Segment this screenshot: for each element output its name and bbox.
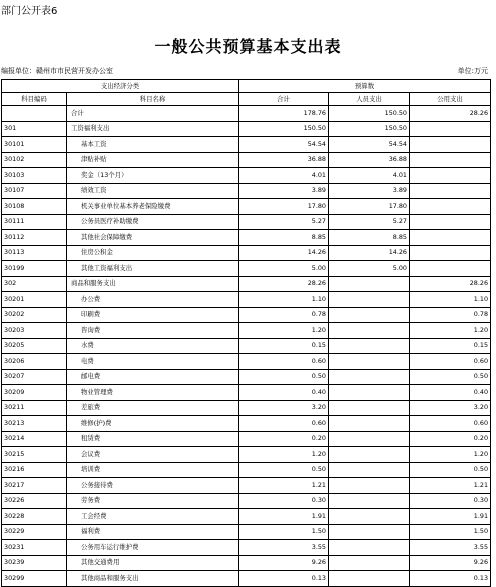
currency-unit: 单位:万元 — [457, 67, 488, 75]
row-code: 30206 — [2, 354, 67, 370]
row-code: 30216 — [2, 462, 67, 478]
table-row — [2, 121, 491, 137]
row-personnel: 14.26 — [329, 245, 410, 261]
row-name: 咨询费 — [67, 323, 239, 339]
row-public: 1.21 — [410, 478, 491, 494]
row-personnel — [329, 524, 410, 540]
row-total: 5.00 — [239, 261, 329, 277]
header-total: 合计 — [239, 93, 329, 106]
table-row — [2, 462, 491, 478]
table-row — [2, 261, 491, 277]
row-name: 维修(护)费 — [67, 416, 239, 432]
row-total: 150.50 — [239, 121, 329, 137]
row-public: 28.26 — [410, 276, 491, 292]
row-public: 3.55 — [410, 540, 491, 556]
row-code: 30103 — [2, 168, 67, 184]
row-personnel: 3.89 — [329, 183, 410, 199]
row-name: 合计 — [67, 106, 239, 122]
row-code: 30113 — [2, 245, 67, 261]
table-row — [2, 230, 491, 246]
row-total: 1.10 — [239, 292, 329, 308]
table-row — [2, 493, 491, 509]
row-personnel — [329, 493, 410, 509]
row-public: 1.50 — [410, 524, 491, 540]
row-total: 0.20 — [239, 431, 329, 447]
row-public — [410, 183, 491, 199]
row-name: 机关事业单位基本养老保险缴费 — [67, 199, 239, 215]
row-public: 0.30 — [410, 493, 491, 509]
table-row — [2, 369, 491, 385]
row-personnel: 8.85 — [329, 230, 410, 246]
row-name: 公务接待费 — [67, 478, 239, 494]
row-total: 0.60 — [239, 354, 329, 370]
row-public: 3.20 — [410, 400, 491, 416]
row-public: 9.26 — [410, 555, 491, 571]
row-personnel — [329, 354, 410, 370]
row-total: 9.26 — [239, 555, 329, 571]
budget-table — [1, 79, 491, 587]
row-name: 劳务费 — [67, 493, 239, 509]
row-code: 30107 — [2, 183, 67, 199]
row-name: 住房公积金 — [67, 245, 239, 261]
document-id: 部门公开表6 — [1, 6, 58, 17]
row-name: 电费 — [67, 354, 239, 370]
row-public: 0.60 — [410, 416, 491, 432]
row-personnel — [329, 323, 410, 339]
row-total: 0.50 — [239, 462, 329, 478]
header-code: 科目编码 — [2, 93, 67, 106]
row-personnel: 17.80 — [329, 199, 410, 215]
row-personnel — [329, 369, 410, 385]
row-code: 30239 — [2, 555, 67, 571]
row-code: 30226 — [2, 493, 67, 509]
row-public — [410, 121, 491, 137]
row-total: 4.01 — [239, 168, 329, 184]
row-public — [410, 214, 491, 230]
row-code: 302 — [2, 276, 67, 292]
header-budget-amount: 预算数 — [239, 80, 491, 93]
row-total: 8.85 — [239, 230, 329, 246]
row-personnel — [329, 416, 410, 432]
table-row — [2, 478, 491, 494]
row-code: 30111 — [2, 214, 67, 230]
row-public — [410, 245, 491, 261]
row-total: 54.54 — [239, 137, 329, 153]
row-name: 津贴补贴 — [67, 152, 239, 168]
row-total: 0.78 — [239, 307, 329, 323]
row-total: 28.26 — [239, 276, 329, 292]
row-total: 3.20 — [239, 400, 329, 416]
row-name: 工资福利支出 — [67, 121, 239, 137]
row-public — [410, 152, 491, 168]
row-name: 福利费 — [67, 524, 239, 540]
table-row — [2, 106, 491, 122]
row-name: 水费 — [67, 338, 239, 354]
row-code: 30231 — [2, 540, 67, 556]
table-row — [2, 199, 491, 215]
row-code: 30112 — [2, 230, 67, 246]
row-code: 30299 — [2, 571, 67, 587]
row-code: 30213 — [2, 416, 67, 432]
row-personnel: 5.00 — [329, 261, 410, 277]
row-code: 30202 — [2, 307, 67, 323]
row-name: 工会经费 — [67, 509, 239, 525]
table-row — [2, 524, 491, 540]
table-row — [2, 555, 491, 571]
row-name: 其他交通费用 — [67, 555, 239, 571]
row-total: 17.80 — [239, 199, 329, 215]
row-personnel — [329, 292, 410, 308]
row-public: 1.10 — [410, 292, 491, 308]
row-code: 30108 — [2, 199, 67, 215]
row-public — [410, 137, 491, 153]
row-name: 基本工资 — [67, 137, 239, 153]
row-personnel: 150.50 — [329, 106, 410, 122]
table-row — [2, 183, 491, 199]
row-personnel: 54.54 — [329, 137, 410, 153]
table-row — [2, 385, 491, 401]
row-total: 1.20 — [239, 323, 329, 339]
table-row — [2, 431, 491, 447]
row-public: 0.60 — [410, 354, 491, 370]
header-public: 公用支出 — [410, 93, 491, 106]
row-code: 30101 — [2, 137, 67, 153]
reporting-unit: 编报单位：赣州市市民营开发办公室 — [1, 67, 113, 75]
row-public: 0.50 — [410, 369, 491, 385]
page-title: 一般公共预算基本支出表 — [154, 37, 342, 56]
row-name: 其他商品和服务支出 — [67, 571, 239, 587]
row-total: 0.60 — [239, 416, 329, 432]
row-public: 0.13 — [410, 571, 491, 587]
table-row — [2, 354, 491, 370]
table-row — [2, 338, 491, 354]
row-code: 30199 — [2, 261, 67, 277]
row-public: 1.20 — [410, 323, 491, 339]
row-public: 0.15 — [410, 338, 491, 354]
row-public — [410, 168, 491, 184]
row-total: 0.15 — [239, 338, 329, 354]
row-total: 1.91 — [239, 509, 329, 525]
table-row — [2, 152, 491, 168]
row-code — [2, 106, 67, 122]
row-total: 178.76 — [239, 106, 329, 122]
row-personnel: 4.01 — [329, 168, 410, 184]
table-row — [2, 292, 491, 308]
table-row — [2, 509, 491, 525]
row-personnel — [329, 400, 410, 416]
row-name: 邮电费 — [67, 369, 239, 385]
row-personnel — [329, 509, 410, 525]
row-name: 公务员医疗补助缴费 — [67, 214, 239, 230]
row-total: 1.50 — [239, 524, 329, 540]
row-name: 差旅费 — [67, 400, 239, 416]
row-public — [410, 230, 491, 246]
table-row — [2, 168, 491, 184]
row-name: 租赁费 — [67, 431, 239, 447]
row-personnel — [329, 462, 410, 478]
row-personnel — [329, 540, 410, 556]
row-code: 30207 — [2, 369, 67, 385]
table-row — [2, 137, 491, 153]
row-total: 14.26 — [239, 245, 329, 261]
row-public: 0.20 — [410, 431, 491, 447]
row-name: 其他社会保障缴费 — [67, 230, 239, 246]
row-personnel — [329, 338, 410, 354]
row-total: 36.88 — [239, 152, 329, 168]
row-personnel — [329, 447, 410, 463]
row-name: 绩效工资 — [67, 183, 239, 199]
table-row — [2, 447, 491, 463]
table-row — [2, 400, 491, 416]
row-name: 其他工资福利支出 — [67, 261, 239, 277]
row-public: 1.91 — [410, 509, 491, 525]
row-public: 0.40 — [410, 385, 491, 401]
row-name: 奖金（13个月） — [67, 168, 239, 184]
row-name: 培训费 — [67, 462, 239, 478]
header-name: 科目名称 — [67, 93, 239, 106]
row-public: 28.26 — [410, 106, 491, 122]
row-personnel: 150.50 — [329, 121, 410, 137]
row-total: 3.55 — [239, 540, 329, 556]
row-total: 1.21 — [239, 478, 329, 494]
row-public — [410, 199, 491, 215]
row-code: 30211 — [2, 400, 67, 416]
table-row — [2, 571, 491, 587]
row-total: 0.30 — [239, 493, 329, 509]
row-personnel: 36.88 — [329, 152, 410, 168]
row-name: 会议费 — [67, 447, 239, 463]
row-total: 3.89 — [239, 183, 329, 199]
row-public: 1.20 — [410, 447, 491, 463]
row-code: 30217 — [2, 478, 67, 494]
header-personnel: 人员支出 — [329, 93, 410, 106]
row-code: 30201 — [2, 292, 67, 308]
row-total: 1.20 — [239, 447, 329, 463]
row-name: 公务用车运行维护费 — [67, 540, 239, 556]
row-total: 0.13 — [239, 571, 329, 587]
row-personnel — [329, 307, 410, 323]
row-public: 0.50 — [410, 462, 491, 478]
row-code: 301 — [2, 121, 67, 137]
table-row — [2, 276, 491, 292]
table-row — [2, 540, 491, 556]
row-personnel — [329, 555, 410, 571]
table-row — [2, 323, 491, 339]
row-personnel — [329, 276, 410, 292]
table-row — [2, 214, 491, 230]
row-name: 物业管理费 — [67, 385, 239, 401]
row-total: 0.40 — [239, 385, 329, 401]
row-code: 30228 — [2, 509, 67, 525]
row-code: 30214 — [2, 431, 67, 447]
row-code: 30209 — [2, 385, 67, 401]
row-personnel — [329, 571, 410, 587]
table-row — [2, 307, 491, 323]
header-economic-class: 支出经济分类 — [2, 80, 239, 93]
row-name: 印刷费 — [67, 307, 239, 323]
row-personnel — [329, 478, 410, 494]
row-personnel — [329, 431, 410, 447]
row-personnel: 5.27 — [329, 214, 410, 230]
row-personnel — [329, 385, 410, 401]
row-code: 30203 — [2, 323, 67, 339]
row-code: 30205 — [2, 338, 67, 354]
row-public — [410, 261, 491, 277]
table-row — [2, 245, 491, 261]
row-public: 0.78 — [410, 307, 491, 323]
row-total: 5.27 — [239, 214, 329, 230]
row-total: 0.50 — [239, 369, 329, 385]
row-code: 30215 — [2, 447, 67, 463]
row-name: 商品和服务支出 — [67, 276, 239, 292]
row-code: 30102 — [2, 152, 67, 168]
row-code: 30229 — [2, 524, 67, 540]
row-name: 办公费 — [67, 292, 239, 308]
table-row — [2, 416, 491, 432]
